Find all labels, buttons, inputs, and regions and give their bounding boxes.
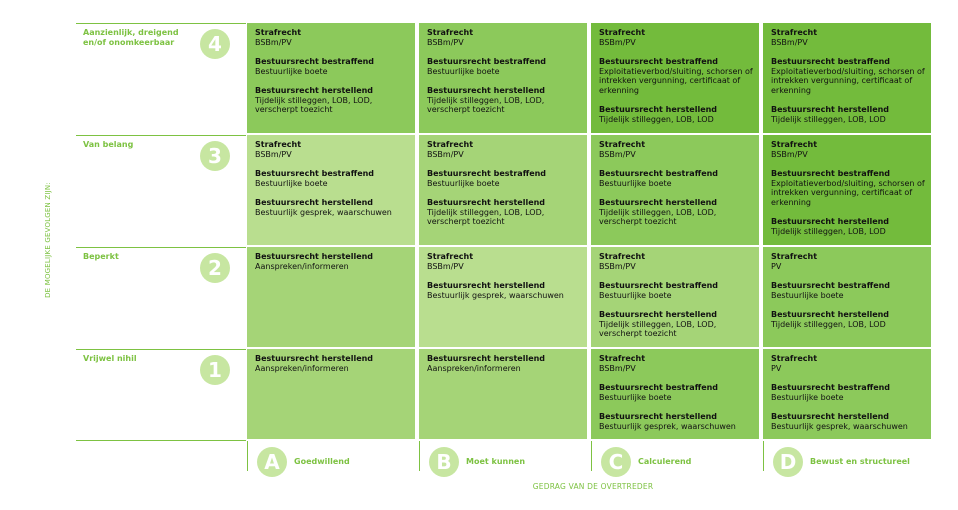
column-divider: [419, 441, 420, 471]
measure-text: BSBm/PV: [427, 37, 464, 47]
measure-text: Bestuurlijke boete: [599, 392, 672, 402]
measure-text: BSBm/PV: [255, 149, 292, 159]
measure-block: [771, 383, 925, 402]
measure-heading: Bestuursrecht herstellend: [599, 310, 718, 319]
measure-block: [427, 28, 581, 47]
measure-heading: Bestuursrecht herstellend: [771, 105, 890, 114]
measure-block: [427, 169, 581, 188]
matrix-cell-2C: [591, 247, 759, 347]
measure-block: [255, 28, 409, 47]
measure-heading: Strafrecht: [599, 140, 646, 149]
measure-text: Bestuurlijke boete: [427, 178, 500, 188]
measure-heading: Bestuursrecht herstellend: [427, 198, 546, 207]
measure-block: [771, 140, 925, 159]
measure-text: Exploitatieverbod/sluiting, schorsen of intrekken vergunning, certificaat of erkenning: [599, 66, 753, 95]
measure-block: [771, 57, 925, 95]
measure-text: Bestuurlijk gesprek, waarschuwen: [255, 207, 392, 217]
measure-heading: Bestuursrecht bestraffend: [771, 57, 891, 66]
matrix-cell-4B: [419, 23, 587, 133]
x-axis-label: GEDRAG VAN DE OVERTREDER: [532, 482, 654, 491]
row-label-text: Van belang: [83, 140, 134, 149]
measure-block: [427, 57, 581, 76]
measure-block: [599, 412, 753, 431]
measure-heading: Bestuursrecht herstellend: [599, 198, 718, 207]
measure-block: [771, 169, 925, 207]
measure-heading: Bestuursrecht bestraffend: [771, 169, 891, 178]
column-label-B: [419, 441, 587, 474]
measure-block: [599, 169, 753, 188]
matrix-cell-4A: [247, 23, 415, 133]
measure-text: Tijdelijk stilleggen, LOB, LOD: [771, 226, 886, 236]
matrix-cell-3B: [419, 135, 587, 245]
measure-heading: Bestuursrecht bestraffend: [771, 383, 891, 392]
measure-text: BSBm/PV: [255, 37, 292, 47]
measure-block: [427, 281, 581, 300]
measure-heading: Bestuursrecht bestraffend: [599, 281, 719, 290]
row-label-1: [76, 349, 246, 440]
measure-text: Tijdelijk stilleggen, LOB, LOD, verscherpt toezicht: [599, 207, 717, 226]
measure-text: Tijdelijk stilleggen, LOB, LOD, verscherpt toezicht: [599, 319, 717, 338]
measure-text: Bestuurlijke boete: [255, 178, 328, 188]
measure-block: [255, 169, 409, 188]
measure-heading: Bestuursrecht bestraffend: [599, 383, 719, 392]
measure-heading: Strafrecht: [427, 28, 474, 37]
measure-text: Bestuurlijke boete: [427, 66, 500, 76]
measure-heading: Strafrecht: [427, 252, 474, 261]
measure-heading: Strafrecht: [427, 140, 474, 149]
measure-text: Aanspreken/informeren: [427, 363, 521, 373]
measure-text: Tijdelijk stilleggen, LOB, LOD, verscherpt toezicht: [427, 207, 545, 226]
measure-heading: Strafrecht: [599, 28, 646, 37]
measure-text: Tijdelijk stilleggen, LOB, LOD, verscherpt toezicht: [255, 95, 373, 114]
measure-heading: Strafrecht: [255, 140, 302, 149]
matrix-cell-4D: [763, 23, 931, 133]
measure-text: BSBm/PV: [599, 363, 636, 373]
measure-block: [427, 252, 581, 271]
measure-text: Tijdelijk stilleggen, LOB, LOD: [771, 319, 886, 329]
measure-text: Aanspreken/informeren: [255, 261, 349, 271]
measure-block: [771, 412, 925, 431]
measure-heading: Bestuursrecht herstellend: [599, 105, 718, 114]
measure-text: Bestuurlijke boete: [255, 66, 328, 76]
matrix-cell-3C: [591, 135, 759, 245]
column-letter-badge: A: [257, 447, 287, 477]
measure-heading: Bestuursrecht herstellend: [427, 86, 546, 95]
measure-heading: Bestuursrecht bestraffend: [599, 57, 719, 66]
measure-block: [427, 86, 581, 115]
measure-block: [771, 281, 925, 300]
row-label-text: Beperkt: [83, 252, 119, 261]
measure-block: [599, 252, 753, 271]
column-label-D: [763, 441, 931, 474]
matrix-cell-2D: [763, 247, 931, 347]
column-label-text: Bewust en structureel: [810, 457, 910, 466]
measure-block: [255, 86, 409, 115]
measure-block: [599, 281, 753, 300]
measure-text: Aanspreken/informeren: [255, 363, 349, 373]
measure-heading: Bestuursrecht herstellend: [771, 217, 890, 226]
column-letter-badge: C: [601, 447, 631, 477]
measure-block: [255, 354, 409, 373]
measure-block: [427, 354, 581, 373]
column-label-text: Moet kunnen: [466, 457, 526, 466]
measure-block: [771, 252, 925, 271]
measure-block: [771, 28, 925, 47]
column-letter-badge: D: [773, 447, 803, 477]
matrix-cell-3D: [763, 135, 931, 245]
measure-heading: Bestuursrecht herstellend: [427, 281, 546, 290]
measure-block: [427, 140, 581, 159]
measure-block: [599, 105, 753, 124]
measure-block: [255, 252, 409, 271]
measure-text: BSBm/PV: [427, 149, 464, 159]
measure-heading: Bestuursrecht bestraffend: [599, 169, 719, 178]
y-axis-label: DE MOGELIJKE GEVOLGEN ZIJN:: [44, 182, 52, 298]
matrix-cell-4C: [591, 23, 759, 133]
matrix-cell-3A: [247, 135, 415, 245]
measure-block: [599, 57, 753, 95]
measure-heading: Strafrecht: [771, 252, 818, 261]
column-divider: [247, 441, 248, 471]
matrix-cell-1B: [419, 349, 587, 439]
measure-text: PV: [771, 363, 782, 373]
measure-block: [599, 383, 753, 402]
measure-block: [771, 354, 925, 373]
measure-heading: Bestuursrecht herstellend: [771, 310, 890, 319]
measure-heading: Bestuursrecht bestraffend: [255, 169, 375, 178]
measure-heading: Bestuursrecht bestraffend: [771, 281, 891, 290]
column-label-A: [247, 441, 415, 474]
measure-text: Tijdelijk stilleggen, LOB, LOD: [599, 114, 714, 124]
row-label-2: [76, 247, 246, 348]
measure-block: [255, 57, 409, 76]
measure-text: Bestuurlijk gesprek, waarschuwen: [427, 290, 564, 300]
row-label-text: Vrijwel nihil: [83, 354, 137, 363]
measure-block: [599, 28, 753, 47]
measure-block: [771, 217, 925, 236]
measure-text: Tijdelijk stilleggen, LOB, LOD: [771, 114, 886, 124]
measure-heading: Bestuursrecht herstellend: [771, 412, 890, 421]
measure-text: PV: [771, 261, 782, 271]
measure-text: Exploitatieverbod/sluiting, schorsen of intrekken vergunning, certificaat of erkenning: [771, 178, 925, 207]
measure-block: [599, 198, 753, 227]
measure-text: Bestuurlijke boete: [599, 178, 672, 188]
measure-block: [599, 310, 753, 339]
matrix-cell-1D: [763, 349, 931, 439]
measure-block: [427, 198, 581, 227]
measure-text: BSBm/PV: [771, 37, 808, 47]
measure-heading: Strafrecht: [771, 140, 818, 149]
measure-text: Bestuurlijk gesprek, waarschuwen: [599, 421, 736, 431]
matrix-cell-2B: [419, 247, 587, 347]
measure-heading: Bestuursrecht herstellend: [255, 198, 374, 207]
measure-text: Bestuurlijk gesprek, waarschuwen: [771, 421, 908, 431]
bottom-divider: [76, 440, 246, 441]
measure-block: [771, 105, 925, 124]
measure-block: [599, 140, 753, 159]
matrix-cell-1A: [247, 349, 415, 439]
measure-text: Bestuurlijke boete: [599, 290, 672, 300]
measure-heading: Strafrecht: [771, 28, 818, 37]
measure-heading: Bestuursrecht herstellend: [255, 252, 374, 261]
row-number-badge: 3: [200, 141, 230, 171]
measure-heading: Bestuursrecht herstellend: [255, 354, 374, 363]
measure-heading: Strafrecht: [255, 28, 302, 37]
measure-heading: Bestuursrecht bestraffend: [255, 57, 375, 66]
measure-text: BSBm/PV: [427, 261, 464, 271]
measure-text: BSBm/PV: [771, 149, 808, 159]
measure-text: BSBm/PV: [599, 37, 636, 47]
measure-text: Tijdelijk stilleggen, LOB, LOD, verscherpt toezicht: [427, 95, 545, 114]
measure-heading: Bestuursrecht herstellend: [599, 412, 718, 421]
column-letter-badge: B: [429, 447, 459, 477]
measure-block: [255, 198, 409, 217]
column-label-text: Goedwillend: [294, 457, 350, 466]
measure-heading: Bestuursrecht bestraffend: [427, 57, 547, 66]
measure-text: Exploitatieverbod/sluiting, schorsen of intrekken vergunning, certificaat of erkenning: [771, 66, 925, 95]
measure-block: [599, 354, 753, 373]
measure-heading: Strafrecht: [771, 354, 818, 363]
column-label-text: Calculerend: [638, 457, 692, 466]
measure-text: Bestuurlijke boete: [771, 392, 844, 402]
row-label-text: Aanzienlijk, dreigend en/of onomkeerbaar: [83, 28, 179, 47]
measure-heading: Bestuursrecht bestraffend: [427, 169, 547, 178]
measure-heading: Bestuursrecht herstellend: [427, 354, 546, 363]
measure-text: Bestuurlijke boete: [771, 290, 844, 300]
measure-heading: Strafrecht: [599, 252, 646, 261]
measure-heading: Strafrecht: [599, 354, 646, 363]
row-number-badge: 2: [200, 253, 230, 283]
column-label-C: [591, 441, 759, 474]
matrix-cell-2A: [247, 247, 415, 347]
measure-block: [255, 140, 409, 159]
measure-text: BSBm/PV: [599, 261, 636, 271]
row-number-badge: 1: [200, 355, 230, 385]
measure-text: BSBm/PV: [599, 149, 636, 159]
measure-heading: Bestuursrecht herstellend: [255, 86, 374, 95]
row-label-3: [76, 135, 246, 246]
matrix-cell-1C: [591, 349, 759, 439]
row-label-4: [76, 23, 246, 134]
row-number-badge: 4: [200, 29, 230, 59]
column-divider: [763, 441, 764, 471]
column-divider: [591, 441, 592, 471]
measure-block: [771, 310, 925, 329]
